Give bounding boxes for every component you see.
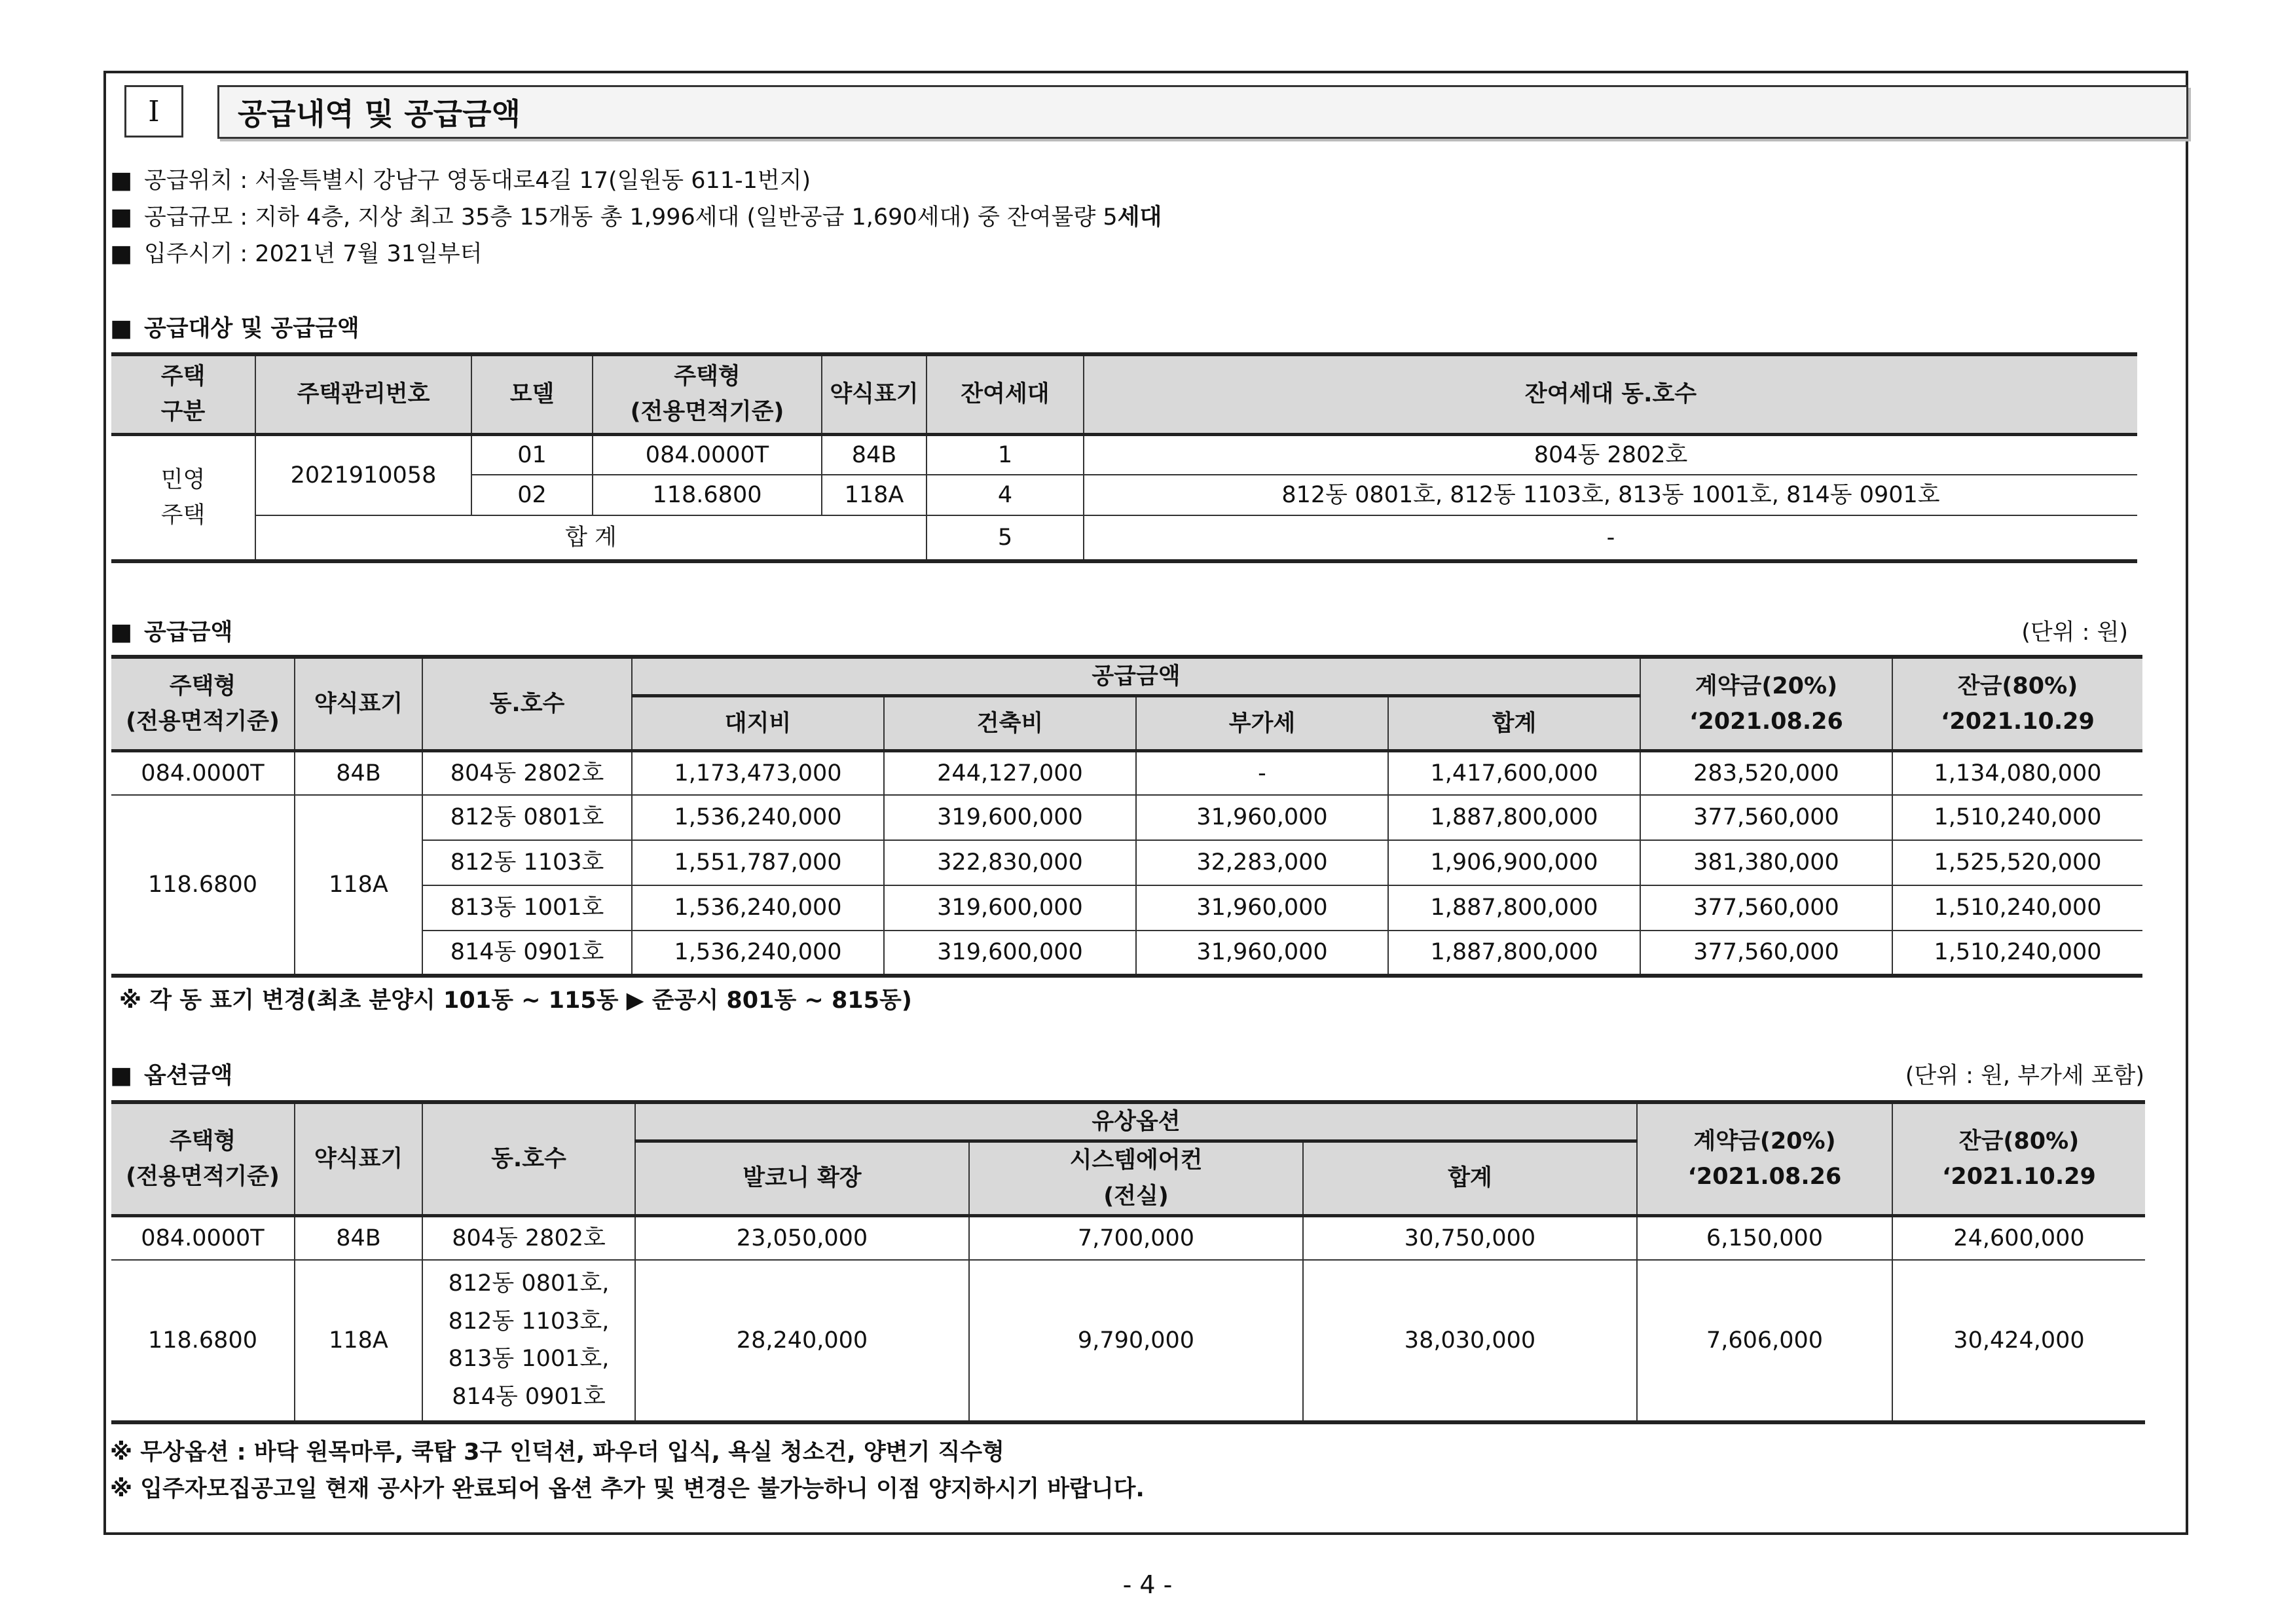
- sum-cell: 38,030,000: [1303, 1260, 1637, 1422]
- vat-cell: 31,960,000: [1136, 931, 1388, 976]
- table-header-row: [111, 657, 2142, 696]
- land-cell: 1,536,240,000: [632, 885, 884, 931]
- header-sum: 합계: [1388, 696, 1640, 751]
- house-type-cell: 118.6800: [111, 1260, 295, 1422]
- sum-cell: 1,906,900,000: [1388, 840, 1640, 885]
- unit-cell: 812동 0801호: [422, 795, 632, 840]
- house-type-cell: 084.0000T: [593, 434, 822, 475]
- deposit-cell: 283,520,000: [1640, 751, 1892, 795]
- header-model: 모델: [471, 354, 593, 434]
- total-count: 5: [927, 515, 1084, 561]
- land-cell: 1,173,473,000: [632, 751, 884, 795]
- option-heading: ■ 옵션금액: [110, 1062, 233, 1089]
- header-abbr: 약식표기: [822, 354, 927, 434]
- balcony-cell: 23,050,000: [635, 1215, 969, 1260]
- header-aircon: 시스템에어컨 (전실): [969, 1141, 1303, 1216]
- page-number: - 4 -: [1122, 1570, 1173, 1599]
- house-type-cell: 084.0000T: [111, 751, 295, 795]
- header-remaining: 잔여세대: [927, 354, 1084, 434]
- house-type-cell: 084.0000T: [111, 1215, 295, 1260]
- header-paid-option-group: 유상옵션: [635, 1102, 1637, 1141]
- total-units: -: [1084, 515, 2137, 561]
- balance-cell: 1,510,240,000: [1892, 931, 2142, 976]
- header-unit: 동.호수: [422, 1102, 635, 1215]
- header-balance: 잔금(80%) ‘2021.10.29: [1892, 1102, 2145, 1215]
- sum-cell: 1,887,800,000: [1388, 795, 1640, 840]
- header-land: 대지비: [632, 696, 884, 751]
- build-cell: 322,830,000: [884, 840, 1136, 885]
- table-row: [111, 751, 2142, 795]
- aircon-cell: 7,700,000: [969, 1215, 1303, 1260]
- option-unit-note: (단위 : 원, 부가세 포함): [1905, 1063, 2144, 1089]
- header-mgmt-no: 주택관리번호: [255, 354, 471, 434]
- unit-cell: 814동 0901호: [422, 931, 632, 976]
- deposit-cell: 377,560,000: [1640, 885, 1892, 931]
- count-cell: 4: [927, 475, 1084, 515]
- header-house-type: 주택형 (전용면적기준): [111, 1102, 295, 1215]
- units-cell: 812동 0801호, 812동 1103호, 813동 1001호, 814동 0901호: [1084, 475, 2137, 515]
- land-cell: 1,551,787,000: [632, 840, 884, 885]
- balance-cell: 1,525,520,000: [1892, 840, 2142, 885]
- bullet-square-icon: ■: [110, 167, 133, 194]
- abbr-cell: 84B: [822, 434, 927, 475]
- deposit-cell: 7,606,000: [1637, 1260, 1892, 1422]
- model-cell: 01: [471, 434, 593, 475]
- abbr-cell: 118A: [822, 475, 927, 515]
- info-location: ■ 공급위치 : 서울특별시 강남구 영동대로4길 17(일원동 611-1번지): [110, 167, 811, 194]
- balance-cell: 24,600,000: [1892, 1215, 2145, 1260]
- table-row: [111, 1215, 2145, 1260]
- header-balcony: 발코니 확장: [635, 1141, 969, 1216]
- unit-cell: 804동 2802호: [422, 1215, 635, 1260]
- mgmt-no-cell: 2021910058: [255, 434, 471, 515]
- abbr-cell: 118A: [295, 795, 422, 976]
- header-abbr: 약식표기: [295, 657, 422, 751]
- aircon-cell: 9,790,000: [969, 1260, 1303, 1422]
- table-row: [111, 1260, 2145, 1422]
- build-cell: 319,600,000: [884, 931, 1136, 976]
- vat-cell: 31,960,000: [1136, 795, 1388, 840]
- vat-cell: -: [1136, 751, 1388, 795]
- table-row: [111, 434, 2137, 475]
- build-cell: 319,600,000: [884, 795, 1136, 840]
- bullet-square-icon: ■: [110, 1062, 133, 1089]
- header-deposit: 계약금(20%) ‘2021.08.26: [1640, 657, 1892, 751]
- balance-cell: 30,424,000: [1892, 1260, 2145, 1422]
- header-remaining-units: 잔여세대 동.호수: [1084, 354, 2137, 434]
- sum-cell: 1,417,600,000: [1388, 751, 1640, 795]
- supply-target-heading: ■ 공급대상 및 공급금액: [110, 315, 359, 342]
- table-header-row: [111, 1102, 2145, 1141]
- unit-cell: 812동 0801호, 812동 1103호, 813동 1001호, 814동 0901호: [422, 1260, 635, 1422]
- price-unit-note: (단위 : 원): [2021, 619, 2128, 646]
- section-number: I: [124, 85, 183, 138]
- land-cell: 1,536,240,000: [632, 795, 884, 840]
- vat-cell: 32,283,000: [1136, 840, 1388, 885]
- header-vat: 부가세: [1136, 696, 1388, 751]
- price-heading: ■ 공급금액: [110, 619, 233, 646]
- unit-cell: 812동 1103호: [422, 840, 632, 885]
- build-cell: 244,127,000: [884, 751, 1136, 795]
- header-unit: 동.호수: [422, 657, 632, 751]
- info-scale: ■ 공급규모 : 지하 4층, 지상 최고 35층 15개동 총 1,996세대 (일반공급 1,690세대) 중 잔여물량 5세대: [110, 204, 1162, 231]
- info-move-in: ■ 입주시기 : 2021년 7월 31일부터: [110, 240, 483, 267]
- header-house-type: 주택형 (전용면적기준): [593, 354, 822, 434]
- model-cell: 02: [471, 475, 593, 515]
- sum-cell: 1,887,800,000: [1388, 885, 1640, 931]
- option-change-note: ※ 입주자모집공고일 현재 공사가 완료되어 옵션 추가 및 변경은 불가능하니 이점 양지하시기 바랍니다.: [110, 1476, 1145, 1502]
- unit-cell: 804동 2802호: [422, 751, 632, 795]
- balance-cell: 1,134,080,000: [1892, 751, 2142, 795]
- header-build: 건축비: [884, 696, 1136, 751]
- deposit-cell: 377,560,000: [1640, 931, 1892, 976]
- balance-cell: 1,510,240,000: [1892, 795, 2142, 840]
- dong-rename-note: ※ 각 동 표기 변경(최초 분양시 101동 ~ 115동 ▶ 준공시 801동 ~ 815동): [119, 987, 912, 1014]
- header-house-type: 주택형 (전용면적기준): [111, 657, 295, 751]
- header-house-kind: 주택 구분: [111, 354, 255, 434]
- vat-cell: 31,960,000: [1136, 885, 1388, 931]
- deposit-cell: 6,150,000: [1637, 1215, 1892, 1260]
- free-option-note: ※ 무상옵션 : 바닥 원목마루, 쿡탑 3구 인덕션, 파우더 입식, 욕실 청소건, 양변기 직수형: [110, 1439, 1004, 1466]
- header-deposit: 계약금(20%) ‘2021.08.26: [1637, 1102, 1892, 1215]
- house-type-cell: 118.6800: [593, 475, 822, 515]
- house-type-cell: 118.6800: [111, 795, 295, 976]
- bullet-square-icon: ■: [110, 204, 133, 231]
- supply-target-table: [111, 352, 2137, 563]
- table-header-row: [111, 354, 2137, 434]
- land-cell: 1,536,240,000: [632, 931, 884, 976]
- header-sum: 합계: [1303, 1141, 1637, 1216]
- deposit-cell: 381,380,000: [1640, 840, 1892, 885]
- house-kind-cell: 민영 주택: [111, 434, 255, 561]
- units-cell: 804동 2802호: [1084, 434, 2137, 475]
- section-title: 공급내역 및 공급금액: [217, 85, 2188, 139]
- count-cell: 1: [927, 434, 1084, 475]
- sum-cell: 30,750,000: [1303, 1215, 1637, 1260]
- balcony-cell: 28,240,000: [635, 1260, 969, 1422]
- price-table: [111, 655, 2142, 978]
- deposit-cell: 377,560,000: [1640, 795, 1892, 840]
- abbr-cell: 84B: [295, 1215, 422, 1260]
- sum-cell: 1,887,800,000: [1388, 931, 1640, 976]
- abbr-cell: 84B: [295, 751, 422, 795]
- total-label: 합 계: [255, 515, 927, 561]
- header-balance: 잔금(80%) ‘2021.10.29: [1892, 657, 2142, 751]
- table-row: [111, 795, 2142, 840]
- bullet-square-icon: ■: [110, 240, 133, 267]
- bullet-square-icon: ■: [110, 315, 133, 342]
- abbr-cell: 118A: [295, 1260, 422, 1422]
- option-table: [111, 1100, 2145, 1424]
- table-total-row: [111, 515, 2137, 561]
- header-supply-price-group: 공급금액: [632, 657, 1640, 696]
- bullet-square-icon: ■: [110, 619, 133, 646]
- unit-cell: 813동 1001호: [422, 885, 632, 931]
- balance-cell: 1,510,240,000: [1892, 885, 2142, 931]
- build-cell: 319,600,000: [884, 885, 1136, 931]
- header-abbr: 약식표기: [295, 1102, 422, 1215]
